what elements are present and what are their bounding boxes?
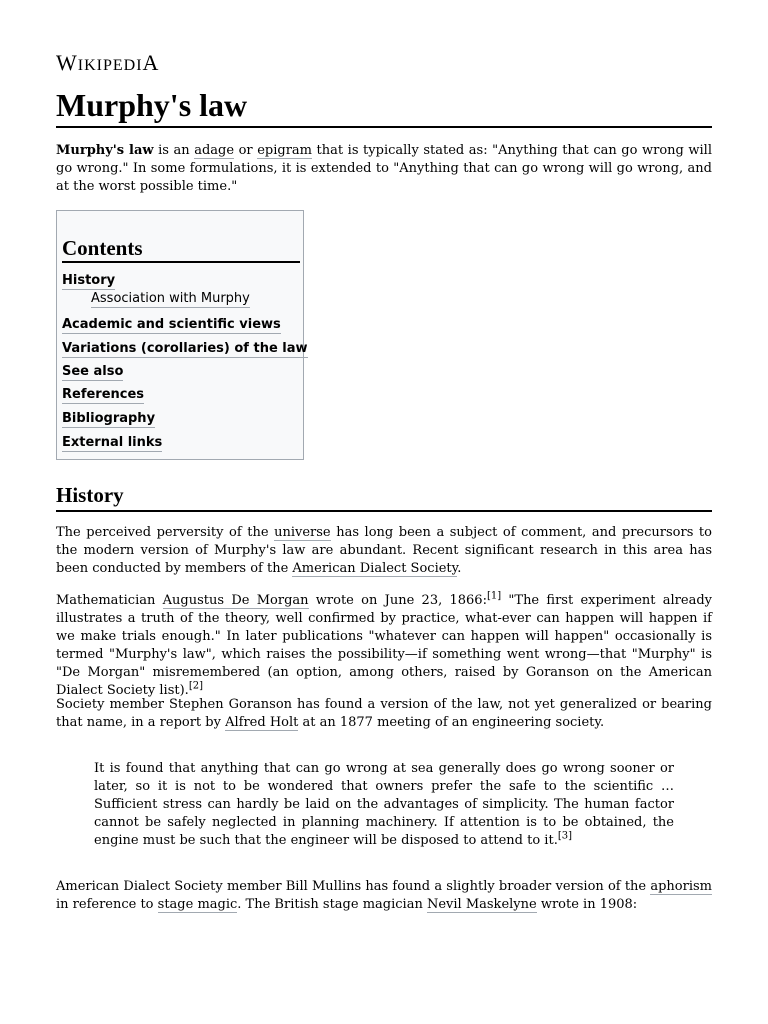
reference-1[interactable]: [1] xyxy=(486,590,502,602)
paragraph-text: . The British stage magician xyxy=(237,897,427,912)
link-stage-magic[interactable]: stage magic xyxy=(157,897,238,912)
toc-item-history[interactable]: History xyxy=(62,273,116,288)
toc-title: Contents xyxy=(62,235,300,263)
toc-item-see-also[interactable]: See also xyxy=(62,364,124,379)
toc-item-bibliography[interactable]: Bibliography xyxy=(62,411,156,426)
toc-item-variations[interactable]: Variations (corollaries) of the law xyxy=(62,341,308,356)
link-adage[interactable]: adage xyxy=(194,143,235,158)
quote-text: It is found that anything that can go wrong at sea generally does go wrong sooner or later, so it is not to be wondered that owners prefer the safe to the scientific … Sufficient stress can hardly be laid on the advantages of simplicity. The human factor cannot be safely neglected in planning machinery. If attention is to be obtained, the engine must be such that the engineer will be disposed to attend to it. xyxy=(94,761,674,848)
paragraph-text: Society member Stephen Goranson has found a version of the law, not yet generalized or bearing that name, in a report by xyxy=(56,697,712,730)
history-paragraph-1 xyxy=(56,524,712,578)
reference-3[interactable]: [3] xyxy=(557,830,572,842)
wordmark-middle: IKIPEDI xyxy=(77,57,143,74)
table-of-contents xyxy=(56,210,308,460)
link-augustus-de-morgan[interactable]: Augustus De Morgan xyxy=(162,593,309,608)
paragraph-text: . xyxy=(457,561,462,576)
wordmark-final: A xyxy=(142,50,160,75)
link-nevil-maskelyne[interactable]: Nevil Maskelyne xyxy=(426,897,537,912)
history-paragraph-2 xyxy=(56,592,712,700)
paragraph-text: wrote in 1908: xyxy=(536,897,638,912)
paragraph-text: at an 1877 meeting of an engineering society. xyxy=(298,715,605,730)
toc-item-association-with-murphy[interactable]: Association with Murphy xyxy=(91,291,250,306)
link-alfred-holt[interactable]: Alfred Holt xyxy=(225,715,299,730)
section-heading-history: History xyxy=(56,482,712,512)
wordmark-initial: W xyxy=(56,50,78,75)
toc-item-external-links[interactable]: External links xyxy=(62,435,163,450)
paragraph-text: "The first experiment already illustrates a truth of the theory, well confirmed by practice, what-ever can happen will happen if we make trials enough." In later publications "whatever can happen will happen" occasionally is termed "Murphy's law", which raises the possibility—if something went wrong—that "Murphy" is "De Morgan" misremembered (an option, among others, raised by Goranson on the American Dialect Society list). xyxy=(56,593,712,698)
page-title: Murphy's law xyxy=(56,86,712,128)
reference-2[interactable]: [2] xyxy=(188,680,203,692)
lead-text: that is typically stated as: "Anything that can go wrong will go wrong." In some formulations, it is extended to "Anything that can go wrong will go wrong, and at the worst possible time." xyxy=(56,143,713,194)
history-paragraph-4 xyxy=(56,878,712,914)
paragraph-text: The perceived perversity of the xyxy=(56,525,275,540)
paragraph-text: in reference to xyxy=(56,897,158,912)
blockquote xyxy=(94,760,674,850)
lead-text: or xyxy=(234,143,258,158)
wikipedia-wordmark[interactable] xyxy=(56,50,159,76)
link-aphorism[interactable]: aphorism xyxy=(650,879,712,894)
toc-item-academic-views[interactable]: Academic and scientific views xyxy=(62,317,281,332)
history-paragraph-3 xyxy=(56,696,712,732)
lead-subject: Murphy's law xyxy=(56,143,154,158)
lead-text: is an xyxy=(153,143,195,158)
paragraph-text: American Dialect Society member Bill Mullins has found a slightly broader version of the xyxy=(56,879,651,894)
link-universe[interactable]: universe xyxy=(274,525,331,540)
link-american-dialect-society[interactable]: American Dialect Society xyxy=(292,561,458,576)
lead-paragraph xyxy=(56,142,712,196)
paragraph-text: Mathematician xyxy=(56,593,163,608)
toc-item-references[interactable]: References xyxy=(62,387,145,402)
paragraph-text: has long been a subject of comment, and precursors to the modern version of Murphy's law are abundant. Recent significant research in this area has been conducted by members of the xyxy=(56,525,712,576)
paragraph-text: wrote on June 23, 1866: xyxy=(308,593,487,608)
link-epigram[interactable]: epigram xyxy=(257,143,312,158)
